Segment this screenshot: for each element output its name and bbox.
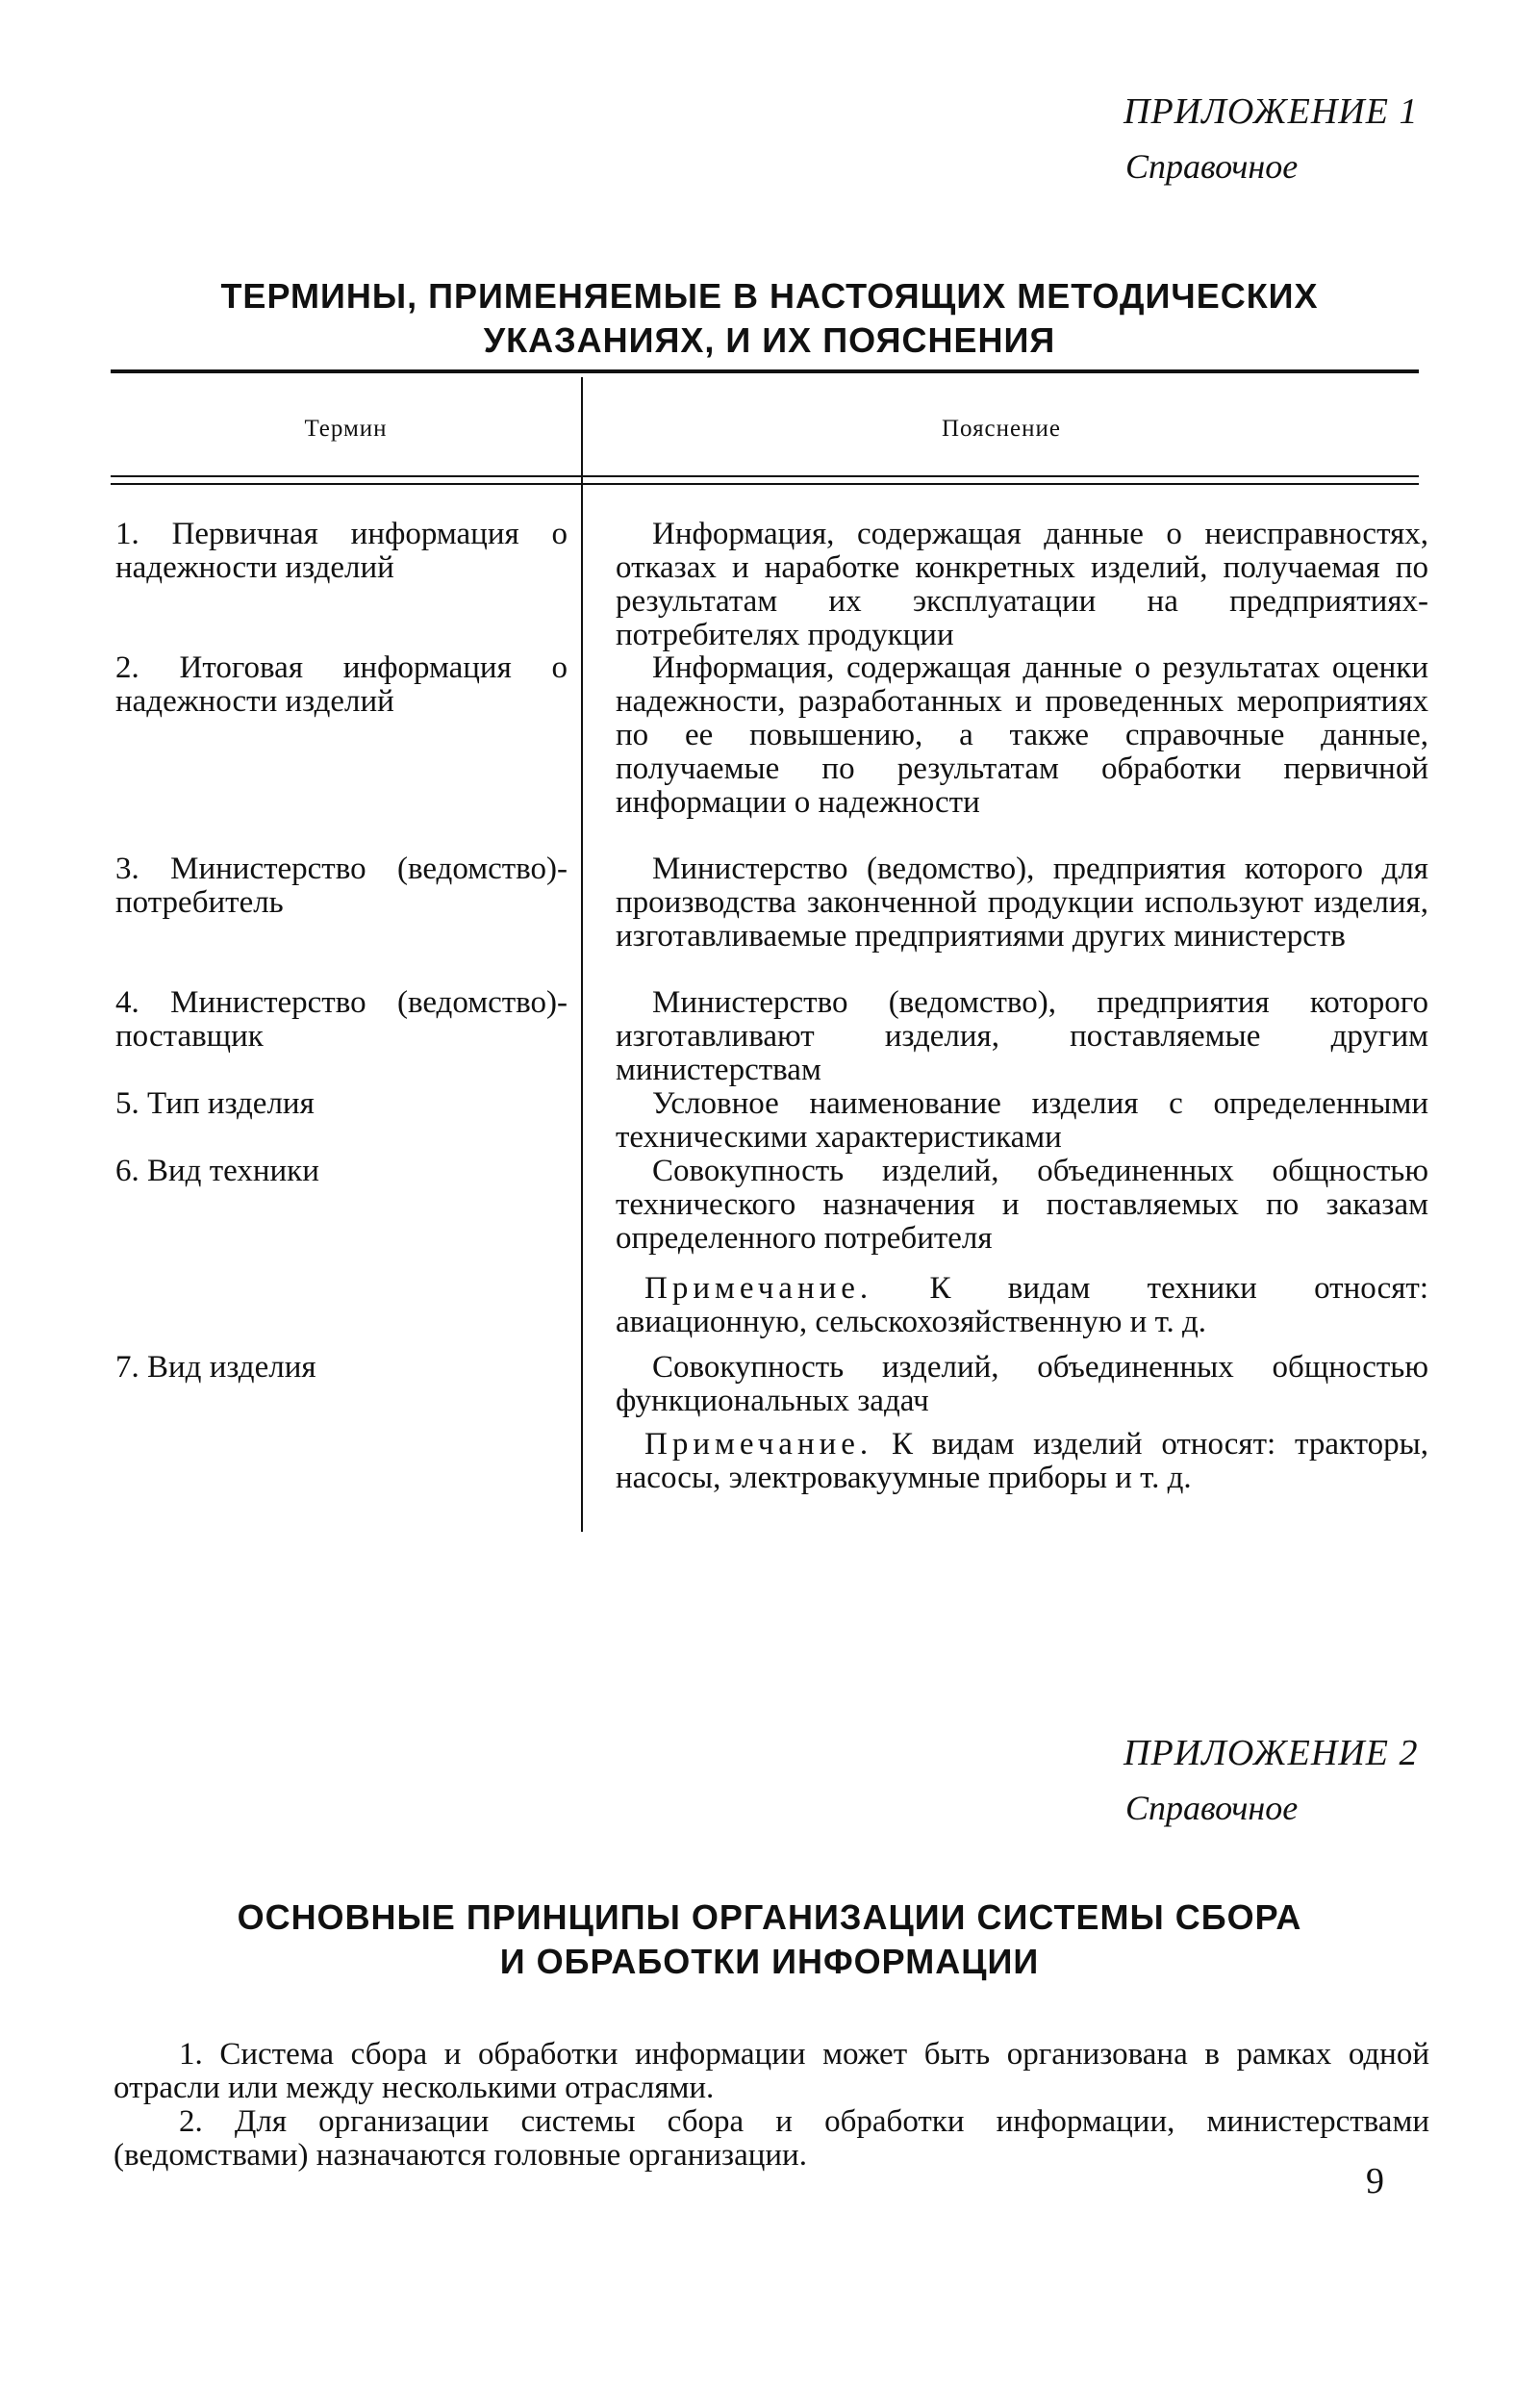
note-7 xyxy=(616,1428,1428,1495)
principles-heading-line-2: И ОБРАБОТКИ ИНФОРМАЦИИ xyxy=(499,1942,1040,1981)
note-7-text: К видам изделий относят: тракторы, насосы, электровакуумные приборы и т. д. xyxy=(616,1427,1428,1495)
principles-heading xyxy=(106,1895,1433,1984)
explanation-6-text: Совокупность изделий, объединенных общностью технического назначения и поставляемых по заказам определенного потребителя xyxy=(616,1154,1428,1256)
paragraph-2: 2. Для организации системы сбора и обработки информации, министерствами (ведомствами) назначаются головные организации. xyxy=(114,2104,1429,2173)
explanation-6 xyxy=(616,1155,1428,1256)
table-column-divider xyxy=(581,377,583,1532)
appendix-2-header xyxy=(1123,1732,1429,1828)
note-6 xyxy=(616,1272,1428,1339)
explanation-2-text: Информация, содержащая данные о результатах оценки надежности, разработанных и проведенных мероприятиях по ее повышению, а также справочные данные, получаемые по результатам обработки первичной информации о надежности xyxy=(616,650,1428,820)
term-2: 2. Итоговая информация о надежности изделий xyxy=(115,650,568,719)
explanation-1 xyxy=(616,518,1428,652)
appendix-2-sub: Справочное xyxy=(1125,1789,1299,1827)
appendix-2-label: ПРИЛОЖЕНИЕ 2 xyxy=(1123,1733,1419,1773)
explanation-2 xyxy=(616,651,1428,820)
explanation-4-text: Министерство (ведомство), предприятия которого изготавливают изделия, поставляемые другим министерствам xyxy=(616,985,1428,1087)
appendix-1-header xyxy=(1123,90,1429,187)
terms-heading-line-2: УКАЗАНИЯХ, И ИХ ПОЯСНЕНИЯ xyxy=(483,320,1056,360)
column-header-term: Термин xyxy=(304,416,388,442)
table-top-rule xyxy=(111,369,1419,373)
note-6-text: К видам техники относят: авиационную, сельскохозяйственную и т. д. xyxy=(616,1271,1429,1339)
term-6: 6. Вид техники xyxy=(115,1154,319,1188)
terms-heading xyxy=(106,274,1433,363)
term-3: 3. Министерство (ведомство)-потребитель xyxy=(115,852,568,920)
term-1: 1. Первичная информация о надежности изделий xyxy=(115,517,568,585)
appendix-1-label: ПРИЛОЖЕНИЕ 1 xyxy=(1123,91,1419,132)
term-7: 7. Вид изделия xyxy=(115,1350,316,1385)
term-4: 4. Министерство (ведомство)-поставщик xyxy=(115,985,568,1054)
paragraph-1: 1. Система сбора и обработки информации может быть организована в рамках одной отрасли или между несколькими отраслями. xyxy=(114,2037,1429,2105)
table-header-rule-2 xyxy=(111,483,1419,485)
explanation-1-text: Информация, содержащая данные о неисправностях, отказах и наработке конкретных изделий, получаемая по результатам их эксплуатации на предприятиях-потребителях продукции xyxy=(616,517,1428,652)
principles-heading-line-1: ОСНОВНЫЕ ПРИНЦИПЫ ОРГАНИЗАЦИИ СИСТЕМЫ СБОРА xyxy=(237,1897,1302,1937)
note-6-label: Примечание. xyxy=(644,1271,873,1306)
appendix-1-sub: Справочное xyxy=(1125,147,1299,186)
explanation-3-text: Министерство (ведомство), предприятия которого для производства законченной продукции используют изделия, изготавливаемые предприятиями других министерств xyxy=(616,852,1428,954)
page-number: 9 xyxy=(1366,2161,1384,2201)
note-7-label: Примечание. xyxy=(644,1427,873,1462)
column-header-explanation: Пояснение xyxy=(941,416,1061,442)
explanation-5 xyxy=(616,1087,1428,1155)
explanation-3 xyxy=(616,852,1428,954)
explanation-5-text: Условное наименование изделия с определенными техническими характеристиками xyxy=(616,1086,1428,1155)
table-header-rule-1 xyxy=(111,475,1419,477)
explanation-7-text: Совокупность изделий, объединенных общностью функциональных задач xyxy=(616,1350,1428,1418)
explanation-7 xyxy=(616,1351,1428,1418)
term-5: 5. Тип изделия xyxy=(115,1086,315,1121)
explanation-4 xyxy=(616,986,1428,1087)
terms-heading-line-1: ТЕРМИНЫ, ПРИМЕНЯЕМЫЕ В НАСТОЯЩИХ МЕТОДИЧЕСКИХ xyxy=(220,276,1319,316)
